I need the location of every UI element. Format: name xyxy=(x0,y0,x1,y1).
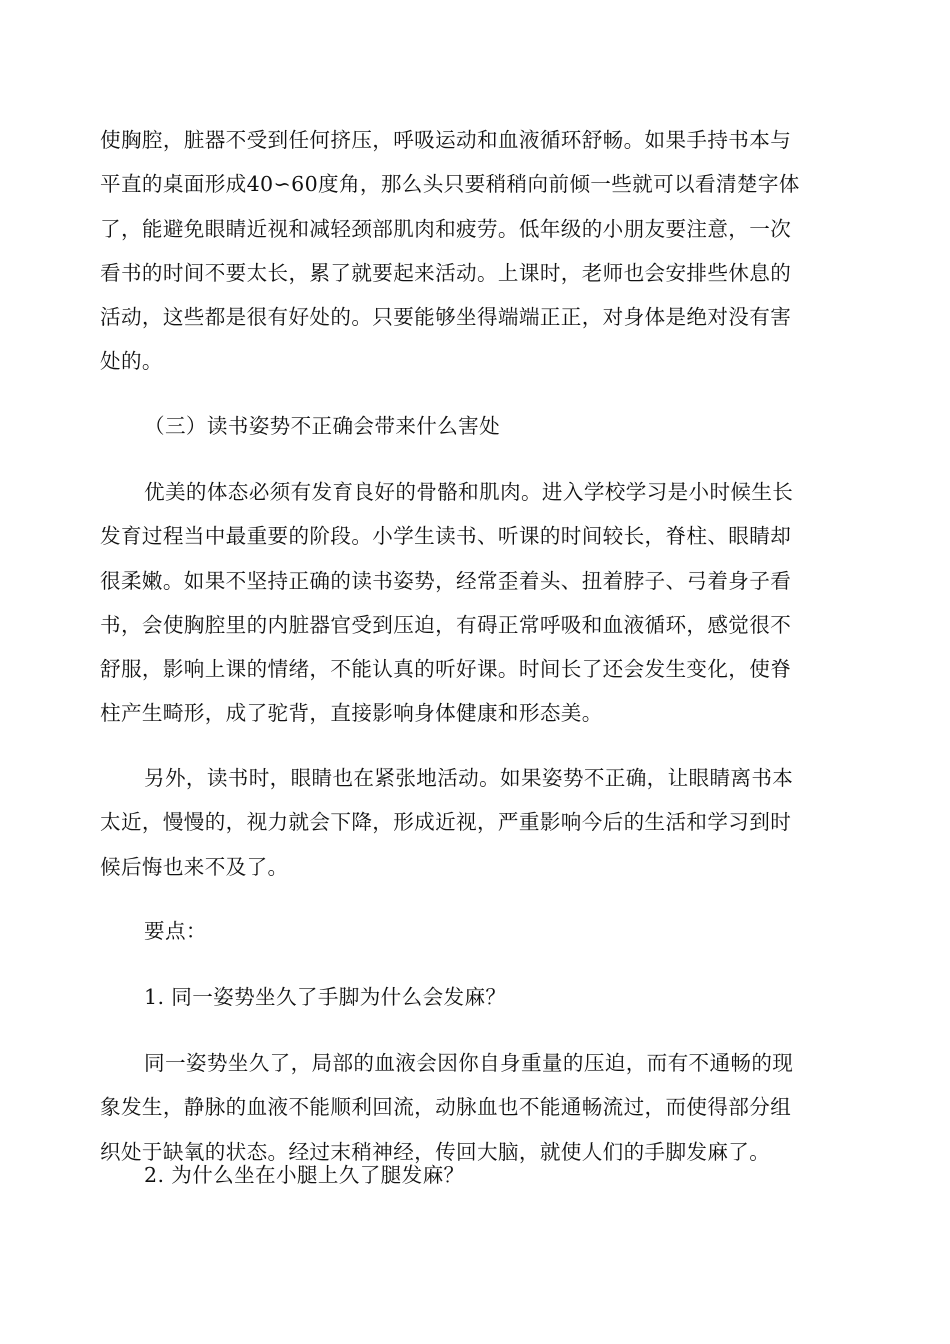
paragraph-line: 柱产生畸形，成了驼背，直接影响身体健康和形态美。 xyxy=(100,701,603,726)
key-points-label xyxy=(100,909,848,953)
continued-paragraph xyxy=(100,118,848,384)
question-2 xyxy=(100,1153,848,1197)
question-text: 2. 为什么坐在小腿上久了腿发麻？ xyxy=(144,1163,465,1187)
paragraph-line: 很柔嫩。如果不坚持正确的读书姿势，经常歪着头、扭着脖子、弓着身子看 xyxy=(100,568,792,593)
paragraph-line: 象发生，静脉的血液不能顺利回流，动脉血也不能通畅流过，而使得部分组 xyxy=(100,1095,792,1120)
key-points-text: 要点： xyxy=(144,919,207,943)
question-1 xyxy=(100,975,848,1019)
section-heading xyxy=(100,404,848,448)
question-text: 1. 同一姿势坐久了手脚为什么会发麻？ xyxy=(144,985,507,1009)
paragraph-line: 使胸腔，脏器不受到任何挤压，呼吸运动和血液循环舒畅。如果手持书本与 xyxy=(100,128,792,152)
paragraph-line: 处的。 xyxy=(100,349,163,374)
paragraph-line: 另外，读书时，眼睛也在紧张地活动。如果姿势不正确，让眼睛离书本 xyxy=(144,766,794,790)
paragraph-line: 太近，慢慢的，视力就会下降，形成近视，严重影响今后的生活和学习到时 xyxy=(100,810,792,835)
paragraph-line: 活动，这些都是很有好处的。只要能够坐得端端正正，对身体是绝对没有害 xyxy=(100,305,792,330)
paragraph-line: 舒服，影响上课的情绪，不能认真的听好课。时间长了还会发生变化，使脊 xyxy=(100,657,792,682)
paragraph-line: 发育过程当中最重要的阶段。小学生读书、听课的时间较长，脊柱、眼睛却 xyxy=(100,524,792,549)
paragraph-line: 同一姿势坐久了，局部的血液会因你自身重量的压迫，而有不通畅的现 xyxy=(144,1051,794,1075)
paragraph-line: 书，会使胸腔里的内脏器官受到压迫，有碍正常呼吸和血液循环，感觉很不 xyxy=(100,612,792,637)
paragraph-harm-eyes xyxy=(100,756,848,889)
paragraph-line: 优美的体态必须有发育良好的骨骼和肌肉。进入学校学习是小时候生长 xyxy=(144,480,794,504)
paragraph-line: 看书的时间不要太长，累了就要起来活动。上课时，老师也会安排些休息的 xyxy=(100,260,792,285)
section-heading-text: （三）读书姿势不正确会带来什么害处 xyxy=(144,414,501,438)
paragraph-line: 织处于缺氧的状态。经过末稍神经，传回大脑，就使人们的手脚发麻了。 xyxy=(100,1139,771,1164)
paragraph-line: 候后悔也来不及了。 xyxy=(100,854,289,879)
paragraph-harm-posture xyxy=(100,470,848,736)
paragraph-line: 平直的桌面形成40∽60度角，那么头只要稍稍向前倾一些就可以看清楚字体 xyxy=(100,172,800,197)
paragraph-line: 了，能避免眼睛近视和减轻颈部肌肉和疲劳。低年级的小朋友要注意，一次 xyxy=(100,216,792,241)
